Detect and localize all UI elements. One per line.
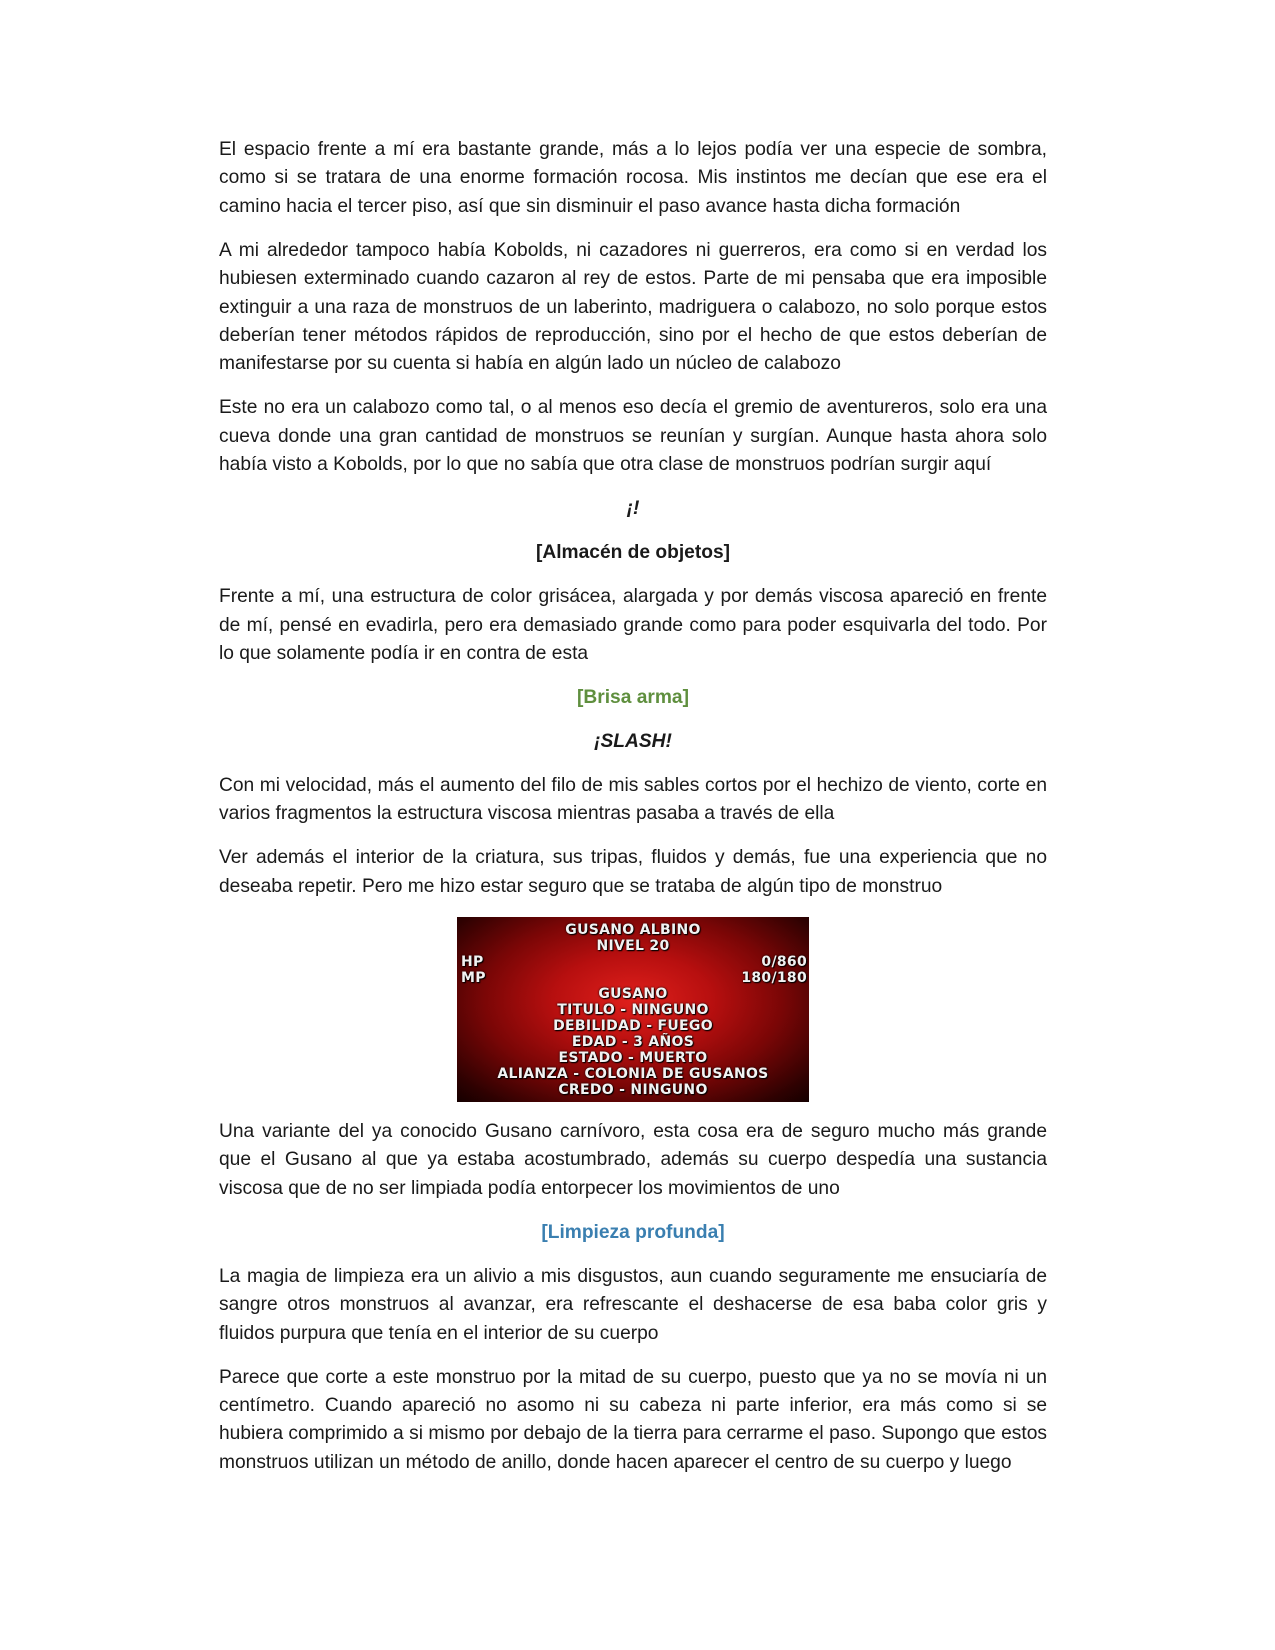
monster-alliance: ALIANZA - COLONIA DE GUSANOS: [497, 1065, 769, 1082]
monster-level: NIVEL 20: [596, 937, 670, 954]
paragraph: Parece que corte a este monstruo por la mitad de su cuerpo, puesto que ya no se movía ni un centímetro. Cuando apareció no asomo ni su cabeza ni parte inferior, era más como si se hubiera comprimido a si mismo por debajo de la tierra para cerrarme el paso. Supongo que estos monstruos utilizan un método de anillo, donde hacen aparecer el centro de su cuerpo y luego: [219, 1366, 1047, 1473]
hp-label: HP: [461, 953, 484, 970]
skill-breeze-label: [Brisa arma]: [577, 687, 689, 709]
sound-effect-alert: ¡!: [626, 498, 640, 520]
paragraph: Una variante del ya conocido Gusano carnívoro, esta cosa era de seguro mucho más grande que el Gusano al que ya estaba acostumbrado, además su cuerpo despedía una sustancia viscosa que de no ser limpiada podía entorpecer los movimientos de uno: [219, 1120, 1047, 1199]
skill-cleaning-label: [Limpieza profunda]: [541, 1221, 725, 1243]
hp-row: [457, 954, 809, 970]
paragraph: A mi alrededor tampoco había Kobolds, ni cazadores ni guerreros, era como si en verdad los hubiesen exterminado cuando cazaron al rey de estos. Parte de mi pensaba que era imposible extinguir a una raza de monstruos de un laberinto, madriguera o calabozo, no solo porque estos deberían tener métodos rápidos de reproducción, sino por el hecho de que estos deberían de manifestarse por su cuenta si había en algún lado un núcleo de calabozo: [219, 239, 1047, 375]
mp-label: MP: [461, 969, 486, 986]
monster-title: TITULO - NINGUNO: [557, 1001, 709, 1018]
sound-effect-slash: ¡SLASH!: [594, 731, 672, 753]
paragraph: Con mi velocidad, más el aumento del filo de mis sables cortos por el hechizo de viento, corte en varios fragmentos la estructura viscosa mientras pasaba a través de ella: [219, 775, 1047, 825]
paragraph: Este no era un calabozo como tal, o al menos eso decía el gremio de aventureros, solo era una cueva donde una gran cantidad de monstruos se reunían y surgían. Aunque hasta ahora solo había visto a Kobolds, por lo que no sabía que otra clase de monstruos podrían surgir aquí: [219, 397, 1047, 476]
paragraph: La magia de limpieza era un alivio a mis disgustos, aun cuando seguramente me ensuciaría de sangre otros monstruos al avanzar, era refrescante el deshacerse de esa baba color gris y fluidos purpura que tenía en el interior de su cuerpo: [219, 1265, 1047, 1344]
monster-age: EDAD - 3 AÑOS: [571, 1033, 695, 1050]
mp-row: [457, 970, 809, 986]
monster-state: ESTADO - MUERTO: [558, 1049, 708, 1066]
document-page: [219, 136, 1047, 1493]
monster-race: GUSANO: [598, 985, 668, 1002]
paragraph: Ver además el interior de la criatura, sus tripas, fluidos y demás, fue una experiencia que no deseaba repetir. Pero me hizo estar seguro que se trataba de algún tipo de monstruo: [219, 847, 1047, 897]
monster-weakness: DEBILIDAD - FUEGO: [553, 1017, 713, 1034]
skill-storage-label: [Almacén de objetos]: [535, 542, 731, 564]
paragraph: Frente a mí, una estructura de color grisácea, alargada y por demás viscosa apareció en frente de mí, pensé en evadirla, pero era demasiado grande como para poder esquivarla del todo. Por lo que solamente podía ir en contra de esta: [219, 586, 1047, 665]
hp-value: 0/860: [761, 953, 807, 970]
monster-status-card: [457, 917, 809, 1102]
paragraph: El espacio frente a mí era bastante grande, más a lo lejos podía ver una especie de sombra, como si se tratara de una enorme formación rocosa. Mis instintos me decían que ese era el camino hacia el tercer piso, así que sin disminuir el paso avance hasta dicha formación: [219, 139, 1047, 217]
monster-creed: CREDO - NINGUNO: [558, 1081, 708, 1098]
monster-name: GUSANO ALBINO: [565, 921, 701, 938]
mp-value: 180/180: [741, 969, 807, 986]
